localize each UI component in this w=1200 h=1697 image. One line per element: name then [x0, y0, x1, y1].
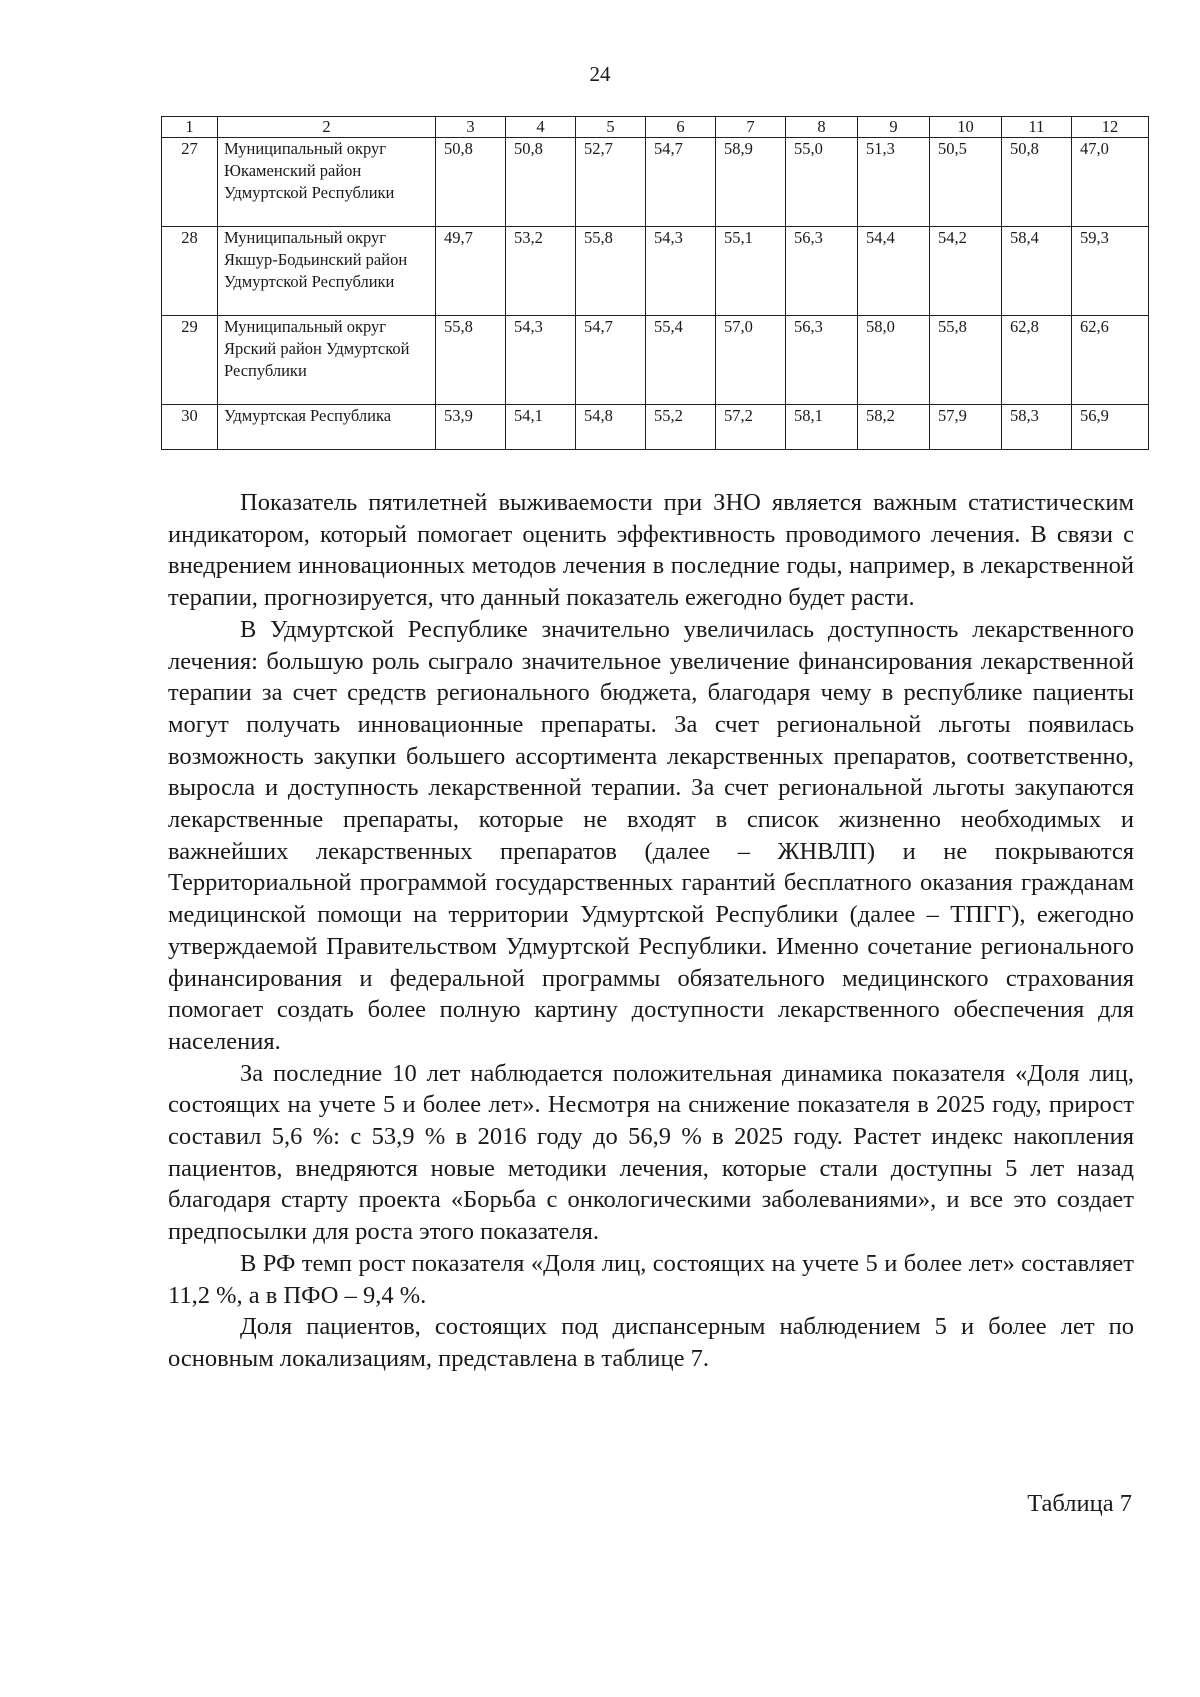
- row-number: 30: [162, 405, 218, 450]
- table-cell: 62,8: [1002, 316, 1072, 405]
- table-cell: 55,2: [646, 405, 716, 450]
- table-cell: 55,8: [436, 316, 506, 405]
- table-cell: 57,2: [716, 405, 786, 450]
- table-cell: 50,8: [1002, 138, 1072, 227]
- table-cell: 50,8: [506, 138, 576, 227]
- column-header: 11: [1002, 117, 1072, 138]
- table-cell: 54,8: [576, 405, 646, 450]
- table-cell: 51,3: [858, 138, 930, 227]
- table-cell: 55,0: [786, 138, 858, 227]
- column-header: 12: [1072, 117, 1149, 138]
- column-header: 7: [716, 117, 786, 138]
- table-cell: 54,3: [646, 227, 716, 316]
- table-cell: 47,0: [1072, 138, 1149, 227]
- table-cell: 56,9: [1072, 405, 1149, 450]
- table-cell: 55,1: [716, 227, 786, 316]
- municipality-name: Удмуртская Республика: [218, 405, 436, 450]
- row-number: 29: [162, 316, 218, 405]
- table-cell: 50,5: [930, 138, 1002, 227]
- table-cell: 56,3: [786, 227, 858, 316]
- paragraph: Показатель пятилетней выживаемости при ЗНО является важным статистическим индикатором, который помогает оценить эффективность проводимого лечения. В связи с внедрением инновационных методов лечения в последние годы, например, в лекарственной терапии, прогнозируется, что данный показатель ежегодно будет расти.: [168, 489, 1134, 612]
- column-header: 5: [576, 117, 646, 138]
- table-cell: 58,0: [858, 316, 930, 405]
- municipality-name: Муниципальный округ Ярский район Удмуртской Республики: [218, 316, 436, 405]
- table-cell: 49,7: [436, 227, 506, 316]
- column-header: 6: [646, 117, 716, 138]
- data-table: [161, 116, 1149, 450]
- table-cell: 55,4: [646, 316, 716, 405]
- column-header: 10: [930, 117, 1002, 138]
- table-cell: 58,3: [1002, 405, 1072, 450]
- column-header: 9: [858, 117, 930, 138]
- table-cell: 50,8: [436, 138, 506, 227]
- table-cell: 56,3: [786, 316, 858, 405]
- table-cell: 55,8: [930, 316, 1002, 405]
- table-row: [162, 316, 1149, 405]
- paragraph: За последние 10 лет наблюдается положительная динамика показателя «Доля лиц, состоящих на учете 5 и более лет». Несмотря на снижение показателя в 2025 году, прирост составил 5,6 %: с 53,9 % в 2016 году до 56,9 % в 2025 году. Растет индекс накопления пациентов, внедряются новые методики лечения, которые стали доступны 5 лет назад благодаря старту проекта «Борьба с онкологическими заболеваниями», и все это создает предпосылки для роста этого показателя.: [168, 1059, 1134, 1246]
- column-header: 2: [218, 117, 436, 138]
- table-cell: 58,1: [786, 405, 858, 450]
- table-cell: 58,9: [716, 138, 786, 227]
- body-text: [168, 487, 1134, 1375]
- table-cell: 54,2: [930, 227, 1002, 316]
- table-cell: 54,3: [506, 316, 576, 405]
- table-cell: 53,2: [506, 227, 576, 316]
- municipality-name: Муниципальный округ Якшур-Бодьинский район Удмуртской Республики: [218, 227, 436, 316]
- table-cell: 53,9: [436, 405, 506, 450]
- table-cell: 59,3: [1072, 227, 1149, 316]
- table-cell: 54,7: [576, 316, 646, 405]
- table-cell: 57,9: [930, 405, 1002, 450]
- table-cell: 58,2: [858, 405, 930, 450]
- table-cell: 54,1: [506, 405, 576, 450]
- row-number: 27: [162, 138, 218, 227]
- table-cell: 54,4: [858, 227, 930, 316]
- table-cell: 54,7: [646, 138, 716, 227]
- table-row: [162, 138, 1149, 227]
- column-header: 8: [786, 117, 858, 138]
- municipality-name: Муниципальный округ Юкаменский район Удмуртской Республики: [218, 138, 436, 227]
- column-header: 1: [162, 117, 218, 138]
- table-cell: 58,4: [1002, 227, 1072, 316]
- table-header-row: [162, 117, 1149, 138]
- table-row: [162, 227, 1149, 316]
- paragraph: Доля пациентов, состоящих под диспансерным наблюдением 5 и более лет по основным локализациям, представлена в таблице 7.: [168, 1313, 1134, 1372]
- table-cell: 52,7: [576, 138, 646, 227]
- table-caption: Таблица 7: [1027, 1490, 1132, 1517]
- table-cell: 55,8: [576, 227, 646, 316]
- paragraph: В Удмуртской Республике значительно увеличилась доступность лекарственного лечения: большую роль сыграло значительное увеличение финансирования лекарственной терапии за счет средств регионального бюджета, благодаря чему в республике пациенты могут получать инновационные препараты. За счет региональной льготы появилась возможность закупки большего ассортимента лекарственных препаратов, соответственно, выросла и доступность лекарственной терапии. За счет региональной льготы закупаются лекарственные препараты, которые не входят в список жизненно необходимых и важнейших лекарственных препаратов (далее – ЖНВЛП) и не покрываются Территориальной программой государственных гарантий бесплатного оказания гражданам медицинской помощи на территории Удмуртской Республики (далее – ТПГГ), ежегодно утверждаемой Правительством Удмуртской Республики. Именно сочетание регионального финансирования и федеральной программы обязательного медицинского страхования помогает создать более полную картину доступности лекарственного обеспечения для населения.: [168, 615, 1134, 1055]
- column-header: 4: [506, 117, 576, 138]
- table-cell: 57,0: [716, 316, 786, 405]
- paragraph: В РФ темп рост показателя «Доля лиц, состоящих на учете 5 и более лет» составляет 11,2 %, а в ПФО – 9,4 %.: [168, 1249, 1134, 1309]
- column-header: 3: [436, 117, 506, 138]
- table-row: [162, 405, 1149, 450]
- page-number: 24: [589, 62, 611, 86]
- table-cell: 62,6: [1072, 316, 1149, 405]
- row-number: 28: [162, 227, 218, 316]
